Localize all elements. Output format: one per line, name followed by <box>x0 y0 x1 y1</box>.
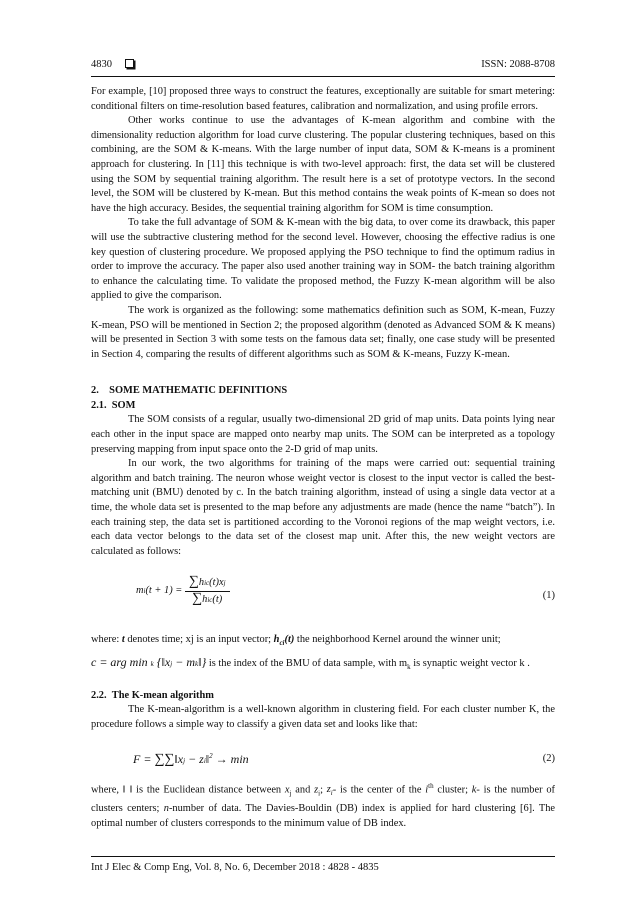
equation-2: F = ∑∑‖xj − zi‖$^2$ → min (2) <box>133 751 555 767</box>
equation-number: (2) <box>542 752 555 764</box>
subsection-heading: 2.1. SOM <box>91 399 136 411</box>
paragraph: For example, [10] proposed three ways to construct the features, exceptionally are suitable for smart metering: conditional filters on time-resolution based features, calibration and normalization, and using profile errors. <box>91 86 555 112</box>
paragraph: The K-mean-algorithm is a well-known algorithm in clustering field. For each cluster number K, the procedure follows a simple way to classify a given data set and looks like that: <box>91 704 555 730</box>
bmu-definition: c = arg min k {‖xj − mk‖} is the index of the BMU of data sample, with $m_k$ is synaptic weight vector k . <box>91 655 530 672</box>
bmu-formula: c = arg min k {‖xj − mk‖} <box>91 655 207 670</box>
paragraph: Other works continue to use the advantages of K-mean algorithm and combine with the dimensionality reduction algorithm for load curve clustering. The popular clustering techniques, based on this combining, are the SOM & K-means. With the large number of input data, SOM & K-means is a prominent approach for clustering. In [11] this technique is with two-level approach: first, the data set will be clustered using the SOM by sequential training algorithm. The result here is a set of prototype vectors. In the second level, the SOM will be clustered by K-mean. But this method contains the weak points of K-mean so does not have the high accuracy. Besides, the sequential training algorithm for SOM is time consumption. <box>91 115 555 214</box>
page-body <box>91 85 555 831</box>
footer-citation: Int J Elec & Comp Eng, Vol. 8, No. 6, December 2018 : 4828 - 4835 <box>91 862 379 873</box>
section-heading: 2. SOME MATHEMATIC DEFINITIONS <box>91 385 288 397</box>
equation-1-definitions: where: t denotes time; xj is an input vector; $h_{ci}(t)$ the neighborhood Kernel around the winner unit; <box>91 634 501 648</box>
equation-2-definitions: where, ‖ ‖ is the Euclidean distance between $x_j$ and $z_i$; $z_i-$ is the center of the $i^{th}$ cluster; k- is the number of clusters centers; n-number of data. The Davies-Bouldin (DB) index is applied for hard clustering [6]. The optimal number of clusters corresponds to the minimum value of DB index. <box>91 781 556 830</box>
page-number: 4830 <box>91 59 112 70</box>
issn-label: ISSN: 2088-8708 <box>481 59 555 70</box>
page-header <box>91 58 555 74</box>
equation-1: mi(t + 1) = $\frac{\text{∑hic(t)xj}}{\text{∑hic(t)}}$ (1) <box>136 574 555 606</box>
equation-number: (1) <box>542 590 555 602</box>
footer-rule <box>91 856 555 857</box>
paragraph: In our work, the two algorithms for training of the maps were carried out: sequential training algorithm and batch training. The neuron whose weight vector is closest to the input vector is called the best-matching unit (BMU) denoted by c. In the batch training algorithm, instead of using a single data vector at a time, the whole data set is presented to the map before any adjustments are made (hence the name “batch”). In each training step, the data set is partitioned according to the Voronoi regions of the map weight vectors, i.e. each data vector belongs to the data set of the closest map unit. After this, the new weight vectors are calculated as follows: <box>91 458 555 557</box>
square-bullet-icon <box>125 59 134 68</box>
subsection-heading: 2.2. The K-mean algorithm <box>91 689 214 701</box>
paragraph: To take the full advantage of SOM & K-mean with the big data, to over come its drawback, this paper will use the subtractive clustering method for the second level. However, choosing the effective radius is one key question of clustering procedure. We proposed applying the PSO technique to find the optimum radius in order to improve the accuracy. The paper also used another training way in SOM- the batch training algorithm to enhance the calculating time. To validate the proposed method, the Fuzzy K-mean algorithm will be also applied to give the comparison. <box>91 217 555 302</box>
paragraph: The SOM consists of a regular, usually two-dimensional 2D grid of map units. Data points lying near each other in the input space are mapped onto nearby map units. The SOM can be interpreted as a topology preserving mapping from input space onto the 2-D grid of map units. <box>91 414 555 455</box>
paragraph: The work is organized as the following: some mathematics definition such as SOM, K-mean, Fuzzy K-mean, PSO will be mentioned in Section 2; the proposed algorithm (denoted as Advanced SOM & K means) will be presented in Section 3 with some tests on the famous data set; finally, one case study will be presented in Section 4, comparing the results of different algorithms such as SOM & K-means, Fuzzy K-mean. <box>91 304 555 360</box>
header-rule <box>91 76 555 77</box>
